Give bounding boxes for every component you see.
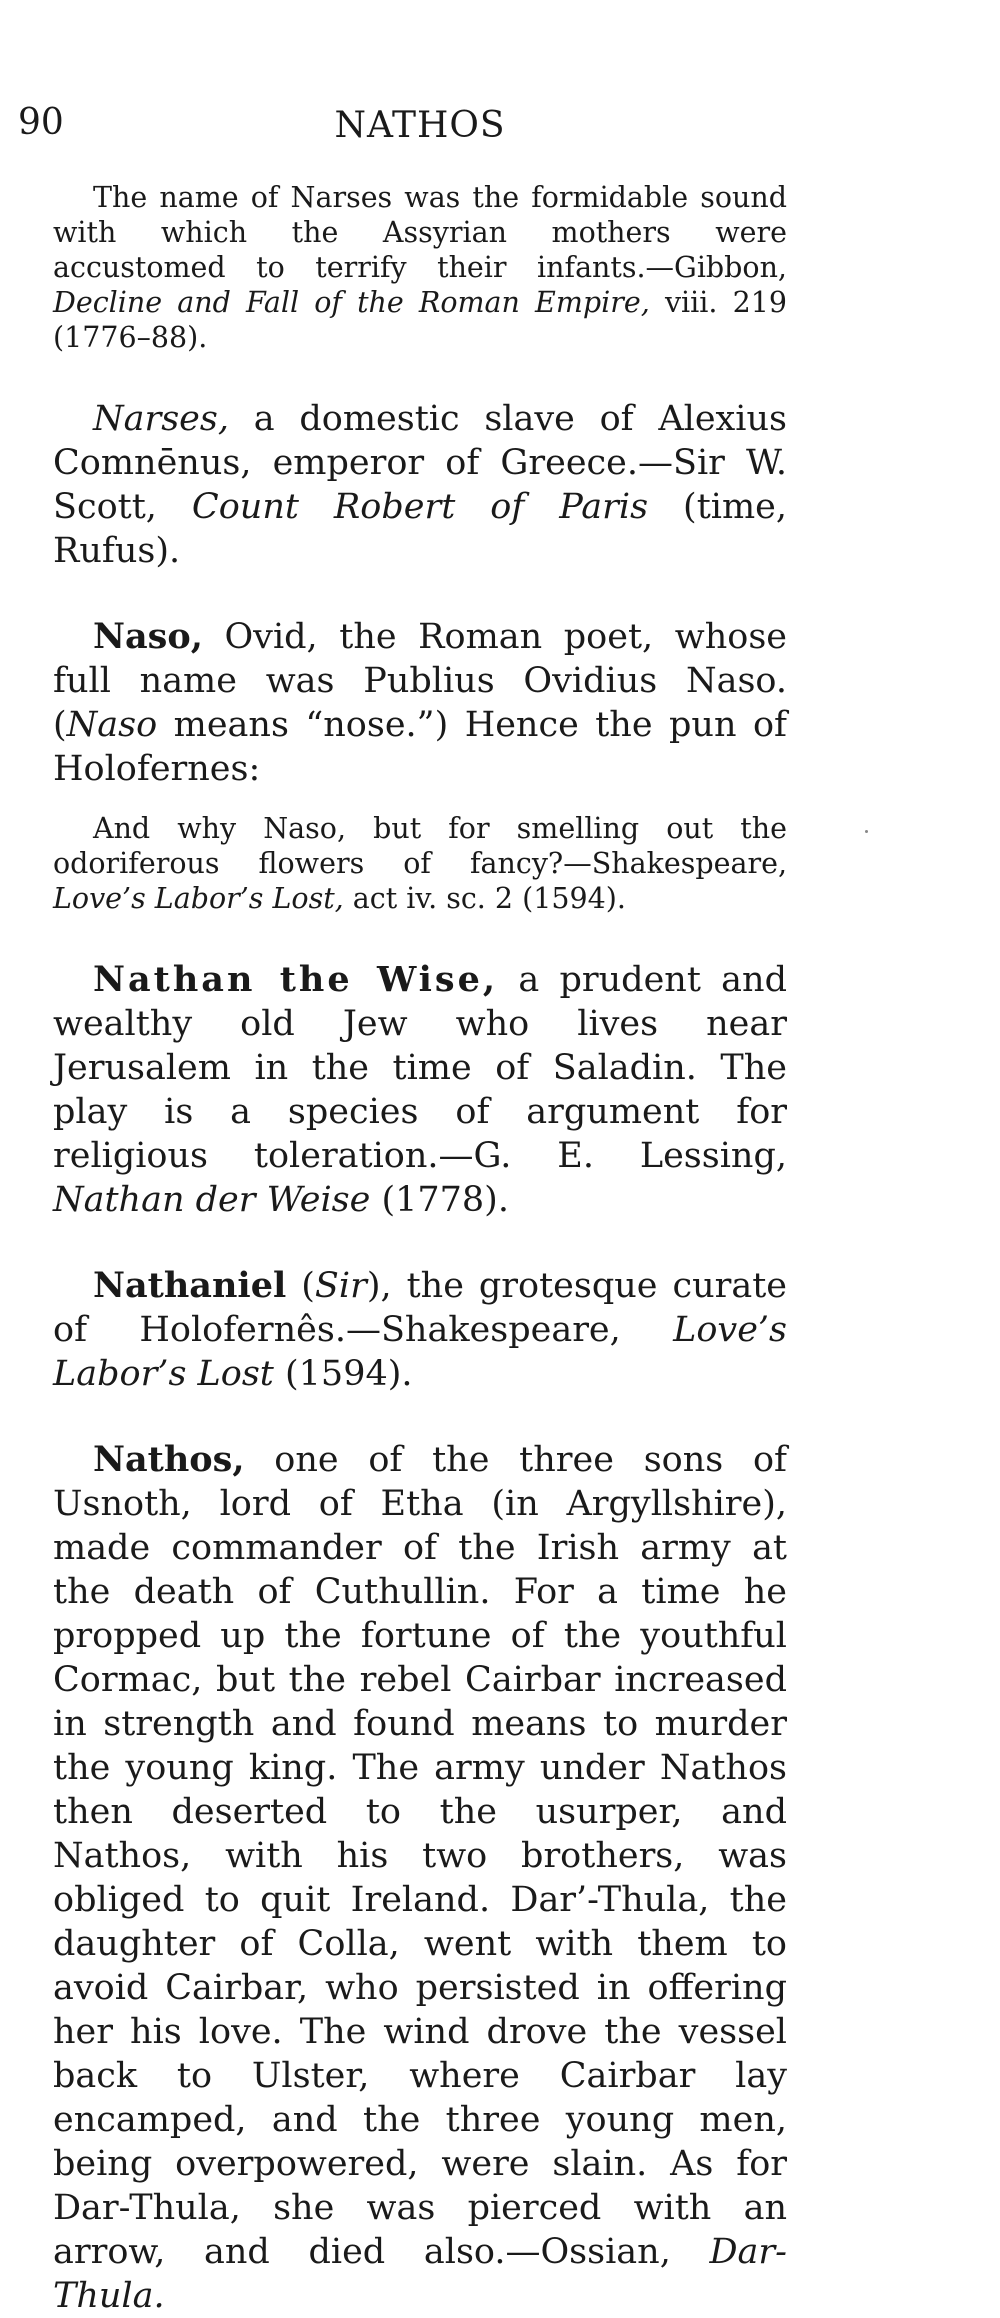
entry-nathos-title: Dar-Thula.: [53, 2232, 787, 2316]
entry-nathos-text: one of the three sons of Usnoth, lord of Etha (in Argyllshire), made commander of the Irish army at the death of Cuthullin. For a time he propped up the fortune of the youthful Cormac, but the rebel Cairbar increased in strength and found means to murder the young king. The army under Nathos then deserted to the usurper, and Nathos, with his two brothers, was obliged to quit Ireland. Dar’-Thula, the daughter of Colla, went with them to avoid Cairbar, who persisted in offering her his love. The wind drove the vessel back to Ulster, where Cairbar lay encamped, and the three young men, being overpowered, were slain. As for Dar-Thula, she was pierced with an arrow, and died also.—Ossian,: [53, 1440, 787, 2272]
entry-narses-title: Count Robert of Paris: [191, 487, 649, 527]
text-column: [53, 180, 787, 2318]
quote-naso-citation: act iv. sc. 2 (1594).: [343, 882, 626, 915]
page-number: 90: [18, 102, 64, 143]
quote-naso: [53, 811, 787, 916]
entry-nathaniel-paren: (: [286, 1266, 315, 1306]
entry-nathan-text: a prudent and wealthy old Jew who lives near Jerusalem in the time of Saladin. The play is a species of argument for religious toleration.—G. E. Lessing,: [53, 960, 787, 1176]
entry-nathaniel-headword: Nathaniel: [93, 1265, 287, 1306]
margin-speck: [865, 830, 868, 833]
quote-narses-citation: viii. 219 (1776–88).: [53, 286, 787, 354]
quote-narses: [53, 180, 787, 355]
quote-narses-title: Decline and Fall of the Roman Empire,: [53, 286, 650, 319]
quote-naso-title: Love’s Labor’s Lost,: [53, 882, 344, 915]
entry-nathos: [53, 1438, 787, 2318]
entry-nathaniel: [53, 1264, 787, 1396]
entry-nathan-citation: (1778).: [370, 1180, 509, 1220]
entry-narses-citation: (time, Rufus).: [53, 487, 787, 571]
entry-nathaniel-citation: (1594).: [273, 1354, 413, 1394]
entry-nathaniel-title: Love’s Labor’s Lost: [53, 1310, 787, 1394]
quote-naso-text: And why Naso, but for smelling out the odoriferous flowers of fancy?—Shakespeare,: [53, 812, 787, 880]
entry-naso-text: Ovid, the Roman poet, whose full name was Publius Ovidius Naso. (: [53, 617, 787, 745]
entry-narses-text: a domestic slave of Alexius Comnēnus, emperor of Greece.—Sir W. Scott,: [53, 399, 787, 527]
entry-naso-text-end: means “nose.”) Hence the pun of Holofernes:: [53, 705, 787, 789]
entry-nathaniel-text: ), the grotesque curate of Holofernês.—Shakespeare,: [53, 1266, 787, 1350]
entry-nathan-title: Nathan der Weise: [53, 1180, 371, 1220]
entry-nathaniel-italic: Sir: [314, 1266, 367, 1306]
entry-nathan-headword: Nathan the Wise,: [93, 959, 499, 1000]
entry-nathos-headword: Nathos,: [93, 1439, 245, 1480]
entry-naso-italic: Naso: [66, 705, 158, 745]
entry-naso-headword: Naso,: [93, 616, 203, 657]
entry-narses-headword: Narses,: [93, 399, 229, 439]
quote-narses-text: The name of Narses was the formidable sound with which the Assyrian mothers were accustomed to terrify their infants.—Gibbon,: [53, 181, 787, 284]
entry-naso: [53, 615, 787, 791]
entry-narses: [53, 397, 787, 573]
entry-nathan: [53, 958, 787, 1222]
running-title: NATHOS: [334, 105, 506, 146]
